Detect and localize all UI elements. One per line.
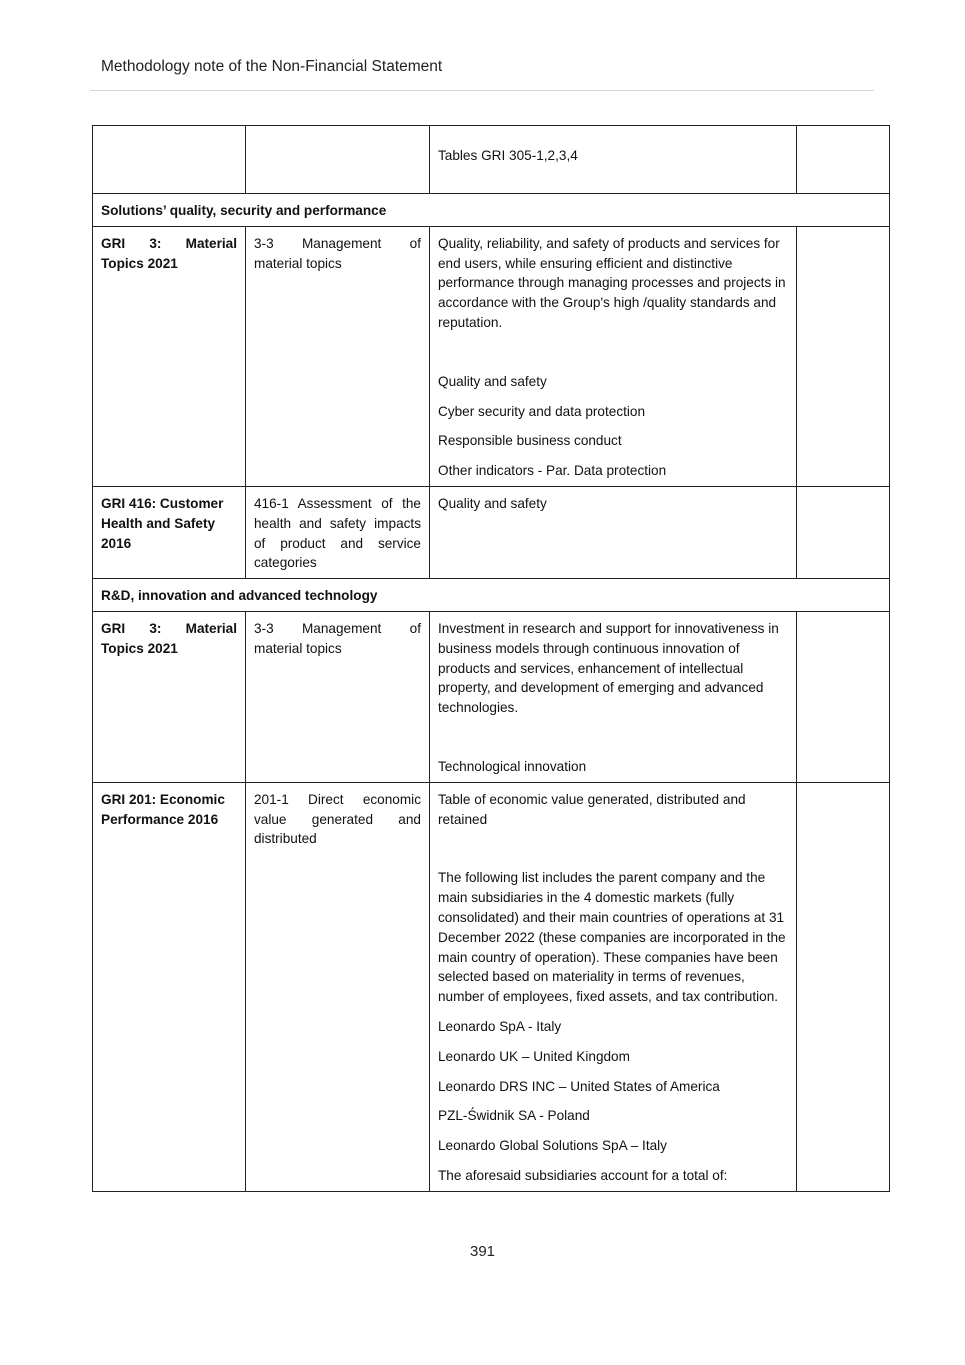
reference-cell xyxy=(430,126,797,194)
table-row xyxy=(93,486,890,578)
page-header-title: Methodology note of the Non-Financial Statement xyxy=(101,58,443,75)
reference-paragraph: Table of economic value generated, distributed and retained xyxy=(438,791,746,827)
notes-cell xyxy=(797,486,890,578)
reference-paragraph: The aforesaid subsidiaries account for a total of: xyxy=(438,1167,728,1183)
notes-cell xyxy=(797,226,890,486)
reference-paragraph: Quality and safety xyxy=(438,373,547,389)
reference-paragraph: Responsible business conduct xyxy=(438,433,622,449)
subsidiary-item: Leonardo SpA - Italy xyxy=(438,1018,562,1034)
header-divider xyxy=(90,90,874,91)
reference-paragraph: Quality and safety xyxy=(438,495,547,511)
section-heading: R&D, innovation and advanced technology xyxy=(93,579,890,612)
reference-paragraph: Technological innovation xyxy=(438,758,587,774)
standard-cell xyxy=(93,126,246,194)
disclosure-cell: 3-3 Management of material topics xyxy=(246,226,430,486)
section-heading: Solutions’ quality, security and performance xyxy=(93,194,890,227)
subsidiary-item: Leonardo Global Solutions SpA – Italy xyxy=(438,1138,667,1154)
table-row xyxy=(93,782,890,1191)
reference-paragraph: The following list includes the parent company and the main subsidiaries in the 4 domestic markets (fully consolidated) and their main countries of operations at 31 December 2022 (these companies are incorporated in the main country of operation). These companies have been selected based on materiality in terms of revenues, number of employees, fixed assets, and tax contribution. xyxy=(438,870,786,1005)
reference-paragraph: Cyber security and data protection xyxy=(438,403,646,419)
standard-cell: GRI 416: Customer Health and Safety 2016 xyxy=(93,486,246,578)
reference-cell xyxy=(430,486,797,578)
disclosure-cell: 416-1 Assessment of the health and safety impacts of product and service categories xyxy=(246,486,430,578)
table-row xyxy=(93,226,890,486)
standard-cell: GRI 201: Economic Performance 2016 xyxy=(93,782,246,1191)
reference-paragraph: Investment in research and support for innovativeness in business models through continuous innovation of products and services, enhancement of intellectual property, and development of emerging and advanced technologies. xyxy=(438,620,779,716)
table-row xyxy=(93,611,890,782)
subsidiary-item: PZL-Świdnik SA - Poland xyxy=(438,1108,590,1124)
standard-cell: GRI 3: Material Topics 2021 xyxy=(93,226,246,486)
notes-cell xyxy=(797,611,890,782)
table-row xyxy=(93,126,890,194)
section-row xyxy=(93,579,890,612)
page-number: 391 xyxy=(469,1243,496,1260)
reference-cell xyxy=(430,611,797,782)
reference-paragraph: Quality, reliability, and safety of products and services for end users, while ensuring efficient and distinctive performance through managing processes and projects in accordance with the Group's high /quality standards and reputation. xyxy=(438,235,786,330)
notes-cell xyxy=(797,782,890,1191)
reference-cell xyxy=(430,226,797,486)
disclosure-cell: 201-1 Direct economic value generated and distributed xyxy=(246,782,430,1191)
subsidiary-item: Leonardo UK – United Kingdom xyxy=(438,1048,630,1064)
notes-cell xyxy=(797,126,890,194)
reference-cell xyxy=(430,782,797,1191)
subsidiary-item: Leonardo DRS INC – United States of America xyxy=(438,1078,720,1094)
gri-content-index-table xyxy=(92,125,890,1192)
reference-paragraph: Other indicators - Par. Data protection xyxy=(438,463,667,479)
disclosure-cell xyxy=(246,126,430,194)
reference-text: Tables GRI 305-1,2,3,4 xyxy=(438,148,578,163)
standard-cell: GRI 3: Material Topics 2021 xyxy=(93,611,246,782)
section-row xyxy=(93,194,890,227)
disclosure-cell: 3-3 Management of material topics xyxy=(246,611,430,782)
